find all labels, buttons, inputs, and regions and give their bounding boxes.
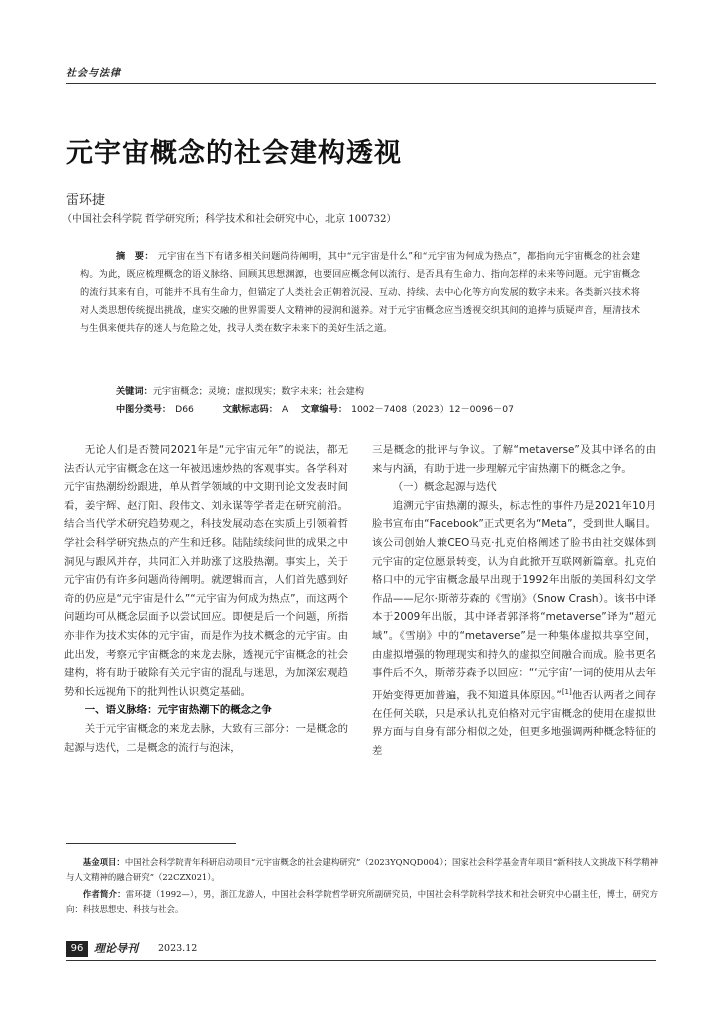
paragraph-text: 他否认两者之间存在任何关联，只是承认扎克伯格对元宇宙概念的使用在虚拟世界方面与自身有部分相似之处，但更多地强调两种概念特征的差 [372, 689, 657, 757]
clc-value: D66 [175, 404, 194, 415]
page-number: 96 [66, 941, 88, 957]
fund-label: 基金项目： [82, 857, 125, 867]
body-column-left [64, 441, 348, 757]
body-paragraph [372, 497, 656, 761]
article-no-label: 文章编号： [301, 404, 348, 415]
body-paragraph: 三是概念的批评与争议。了解“metaverse”及其中译名的由来与内涵，有助于进一步理解元宇宙热潮下的概念之争。 [372, 444, 656, 475]
body-column-right [372, 441, 656, 761]
body-paragraph: 关于元宇宙概念的来龙去脉，大致有三部分：一是概念的起源与迭代，二是概念的流行与泡沫， [64, 722, 348, 754]
abstract-text: 元宇宙在当下有诸多相关问题尚待阐明，其中“元宇宙是什么”和“元宇宙为何成为热点”，都指向元宇宙概念的社会建构。为此，既应梳理概念的语义脉络、回顾其思想渊源，也要回应概念何以流行、是否具有生命力、指向怎样的未来等问题。元宇宙概念的流行其来有自，可能并不具有生命力，但锚定了人类社会正朝着沉浸、互动、持续、去中心化等方向发展的数字未来。各类新兴技术将对人类思想传统提出挑战，虚实交融的世界需要人文精神的浸润和滋养。对于元宇宙概念应当透视交织其间的追捧与质疑声音，厘清技术与生俱来便共存的迷人与危险之处，找寻人类在数字未来下的美好生活之道。 [80, 251, 641, 334]
keywords-row [116, 383, 364, 401]
doc-code-value: A [281, 404, 289, 415]
body-paragraph: 无论人们是否赞同2021年是“元宇宙元年”的说法，都无法否认元宇宙概念在这一年被迅速炒热的客观事实。各学科对元宇宙热潮纷纷跟进，单从哲学领域的中文期刊论文发表时间看，姜宇辉、赵汀阳、段伟文、刘永谋等学者走在研究前沿。结合当代学术研究趋势观之，科技发展动态在实质上引领着哲学社会科学研究热点的产生和迁移。陆陆续续问世的成果之中洞见与跟风并存，共同汇入并助涨了这股热潮。事实上，关于元宇宙仍有许多问题尚待阐明。就逻辑而言，人们首先感到好奇的仍应是“元宇宙是什么”“元宇宙为何成为热点”，而这两个问题均可从概念层面予以尝试回应。即便是后一个问题，所指亦非作为技术实体的元宇宙，而是作为技术概念的元宇宙。由此出发，考察元宇宙概念的来龙去脉，透视元宇宙概念的社会建构，将有助于破除有关元宇宙的混乱与迷思，为加深宏观趋势和长远视角下的批判性认识奠定基础。 [64, 444, 348, 698]
header-rule [66, 83, 656, 84]
fund-text: 中国社会科学院青年科研启动项目“元宇宙概念的社会建构研究”（2023YQNQD004）；国家社会科学基金青年项目“新科技人文挑战下科学精神与人文精神的融合研究”（22CZX021）。 [66, 857, 659, 882]
paragraph-text: 追溯元宇宙热潮的源头，标志性的事件乃是2021年10月脸书宣布由“Facebook”正式更名为“Meta”，受到世人瞩目。该公司创始人兼CEO马克·扎克伯格阐述了脸书由社交媒体到元宇宙的定位愿景转变，认为自此掀开互联网新篇章。扎克伯格口中的元宇宙概念最早出现于1992年出版的美国科幻文学作品——尼尔·斯蒂芬森的《雪崩》（Snow Crash）。该书中译本于2009年出版，其中译者郭泽将“metaverse”译为“超元域”。《雪崩》中的“metaverse”是一种集体虚拟共享空间，由虚拟增强的物理现实和持久的虚拟空间融合而成。脸书更名事件后不久，斯蒂芬森予以回应：“‘元宇宙’一词的使用从去年开始变得更加普遍，我不知道具体原因。” [372, 499, 656, 702]
abstract-block [80, 248, 640, 338]
footnotes [66, 855, 658, 919]
bio-label: 作者简介： [82, 889, 126, 899]
bio-text: 雷环捷（1992—），男，浙江龙游人，中国社会科学院哲学研究所副研究员，中国社会科学院科学技术和社会研究中心副主任，博士，研究方向：科技思想史、科技与社会。 [66, 889, 658, 914]
fund-note [66, 855, 658, 885]
footer-rule [66, 960, 656, 961]
footnote-rule [66, 843, 236, 844]
article-title: 元宇宙概念的社会建构透视 [66, 138, 402, 169]
author-affiliation: （中国社会科学院 哲学研究所；科学技术和社会研究中心，北京 100732） [62, 214, 397, 225]
keywords-text: 元宇宙概念；灵境；虚拟现实；数字未来；社会建构 [152, 386, 365, 397]
journal-name: 理论导刊 [94, 942, 138, 955]
subsection-heading: （一）概念起源与迭代 [392, 481, 497, 494]
abstract-label: 摘 要： [116, 251, 154, 262]
section-heading: 一、语义脉络：元宇宙热潮下的概念之争 [84, 704, 272, 717]
keywords-label: 关键词： [116, 386, 153, 397]
journal-issue: 2023.12 [158, 943, 198, 954]
bio-note [66, 887, 658, 917]
author-name: 雷环捷 [66, 193, 106, 208]
article-no-value: 1002－7408（2023）12－0096－07 [351, 404, 514, 415]
classification-row [116, 401, 518, 419]
clc-label: 中图分类号： [116, 404, 172, 415]
citation-ref[interactable]: [1] [561, 687, 572, 696]
doc-code-label: 文献标志码： [222, 404, 278, 415]
section-tag: 社会与法律 [66, 68, 121, 79]
